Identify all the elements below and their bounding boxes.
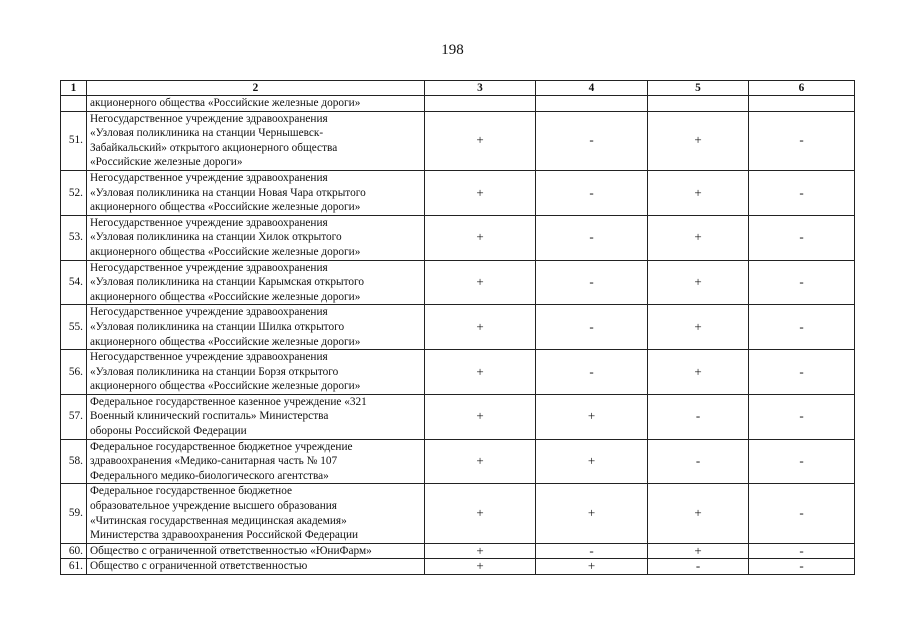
column-5-mark: + xyxy=(648,543,749,559)
row-number-cell: 55. xyxy=(61,305,87,350)
row-number-cell: 61. xyxy=(61,559,87,575)
column-4-mark: - xyxy=(536,350,648,395)
column-3-mark: + xyxy=(425,215,536,260)
column-3-mark: + xyxy=(425,111,536,170)
mark-cell xyxy=(425,96,536,112)
row-number-cell: 52. xyxy=(61,170,87,215)
organization-name-cell: Негосударственное учреждение здравоохранения «Узловая поликлиника на станции Шилка открытого акционерного общества «Российские железные дороги» xyxy=(87,305,425,350)
column-6-mark: - xyxy=(749,215,855,260)
table-row xyxy=(61,484,855,543)
organization-name-cell: Федеральное государственное бюджетное учреждение здравоохранения «Медико-санитарная часть № 107 Федерального медико-биологического агентства» xyxy=(87,439,425,484)
column-6-mark: - xyxy=(749,394,855,439)
row-number-cell xyxy=(61,96,87,112)
table-row xyxy=(61,350,855,395)
table-row xyxy=(61,559,855,575)
organization-name-cell: Негосударственное учреждение здравоохранения «Узловая поликлиника на станции Карымская открытого акционерного общества «Российские железные дороги» xyxy=(87,260,425,305)
column-6-mark: - xyxy=(749,350,855,395)
column-4-mark: + xyxy=(536,559,648,575)
column-4-mark: - xyxy=(536,543,648,559)
column-5-mark: - xyxy=(648,439,749,484)
continuation-row xyxy=(61,96,855,112)
column-header-2: 2 xyxy=(87,81,425,96)
row-number-cell: 60. xyxy=(61,543,87,559)
organization-name-cell: Федеральное государственное бюджетное образовательное учреждение высшего образования «Читинская государственная медицинская академия» Министерства здравоохранения Российской Федерации xyxy=(87,484,425,543)
column-6-mark: - xyxy=(749,305,855,350)
column-3-mark: + xyxy=(425,260,536,305)
table-row xyxy=(61,170,855,215)
row-number-cell: 54. xyxy=(61,260,87,305)
column-3-mark: + xyxy=(425,543,536,559)
column-5-mark: + xyxy=(648,111,749,170)
column-header-1: 1 xyxy=(61,81,87,96)
column-4-mark: + xyxy=(536,394,648,439)
organization-name-cell: Общество с ограниченной ответственностью xyxy=(87,559,425,575)
organization-name-cell: Негосударственное учреждение здравоохранения «Узловая поликлиника на станции Хилок открытого акционерного общества «Российские железные дороги» xyxy=(87,215,425,260)
column-6-mark: - xyxy=(749,439,855,484)
column-4-mark: - xyxy=(536,111,648,170)
column-header-4: 4 xyxy=(536,81,648,96)
column-5-mark: + xyxy=(648,170,749,215)
column-3-mark: + xyxy=(425,305,536,350)
column-6-mark: - xyxy=(749,111,855,170)
row-number-cell: 53. xyxy=(61,215,87,260)
column-3-mark: + xyxy=(425,394,536,439)
row-number-cell: 56. xyxy=(61,350,87,395)
column-5-mark: + xyxy=(648,484,749,543)
table-row xyxy=(61,215,855,260)
organizations-table xyxy=(60,80,855,575)
mark-cell xyxy=(536,96,648,112)
column-header-5: 5 xyxy=(648,81,749,96)
column-6-mark: - xyxy=(749,260,855,305)
column-5-mark: + xyxy=(648,350,749,395)
column-4-mark: - xyxy=(536,170,648,215)
column-6-mark: - xyxy=(749,170,855,215)
organization-name-cell: Федеральное государственное казенное учреждение «321 Военный клинический госпиталь» Министерства обороны Российской Федерации xyxy=(87,394,425,439)
column-3-mark: + xyxy=(425,484,536,543)
column-4-mark: + xyxy=(536,439,648,484)
row-number-cell: 51. xyxy=(61,111,87,170)
organization-name-cell: Негосударственное учреждение здравоохранения «Узловая поликлиника на станции Новая Чара открытого акционерного общества «Российские железные дороги» xyxy=(87,170,425,215)
column-3-mark: + xyxy=(425,559,536,575)
column-4-mark: - xyxy=(536,305,648,350)
column-4-mark: + xyxy=(536,484,648,543)
column-3-mark: + xyxy=(425,350,536,395)
table-body xyxy=(61,96,855,575)
column-4-mark: - xyxy=(536,260,648,305)
organization-name-cell: Общество с ограниченной ответственностью «ЮниФарм» xyxy=(87,543,425,559)
column-4-mark: - xyxy=(536,215,648,260)
table-row xyxy=(61,543,855,559)
row-number-cell: 59. xyxy=(61,484,87,543)
table-row xyxy=(61,260,855,305)
header-row xyxy=(61,81,855,96)
table-row xyxy=(61,394,855,439)
organization-name-cell: Негосударственное учреждение здравоохранения «Узловая поликлиника на станции Борзя открытого акционерного общества «Российские железные дороги» xyxy=(87,350,425,395)
row-number-cell: 58. xyxy=(61,439,87,484)
column-5-mark: - xyxy=(648,559,749,575)
row-number-cell: 57. xyxy=(61,394,87,439)
table-row xyxy=(61,439,855,484)
column-5-mark: - xyxy=(648,394,749,439)
column-6-mark: - xyxy=(749,484,855,543)
column-3-mark: + xyxy=(425,170,536,215)
column-3-mark: + xyxy=(425,439,536,484)
mark-cell xyxy=(749,96,855,112)
column-5-mark: + xyxy=(648,215,749,260)
column-header-3: 3 xyxy=(425,81,536,96)
column-6-mark: - xyxy=(749,559,855,575)
organization-name-cell: Негосударственное учреждение здравоохранения «Узловая поликлиника на станции Чернышевск- Забайкальский» открытого акционерного общества «Российские железные дороги» xyxy=(87,111,425,170)
column-5-mark: + xyxy=(648,260,749,305)
column-header-6: 6 xyxy=(749,81,855,96)
column-5-mark: + xyxy=(648,305,749,350)
table-row xyxy=(61,111,855,170)
table-row xyxy=(61,305,855,350)
organization-name-cell: акционерного общества «Российские железные дороги» xyxy=(87,96,425,112)
column-6-mark: - xyxy=(749,543,855,559)
page-number: 198 xyxy=(441,42,464,58)
mark-cell xyxy=(648,96,749,112)
